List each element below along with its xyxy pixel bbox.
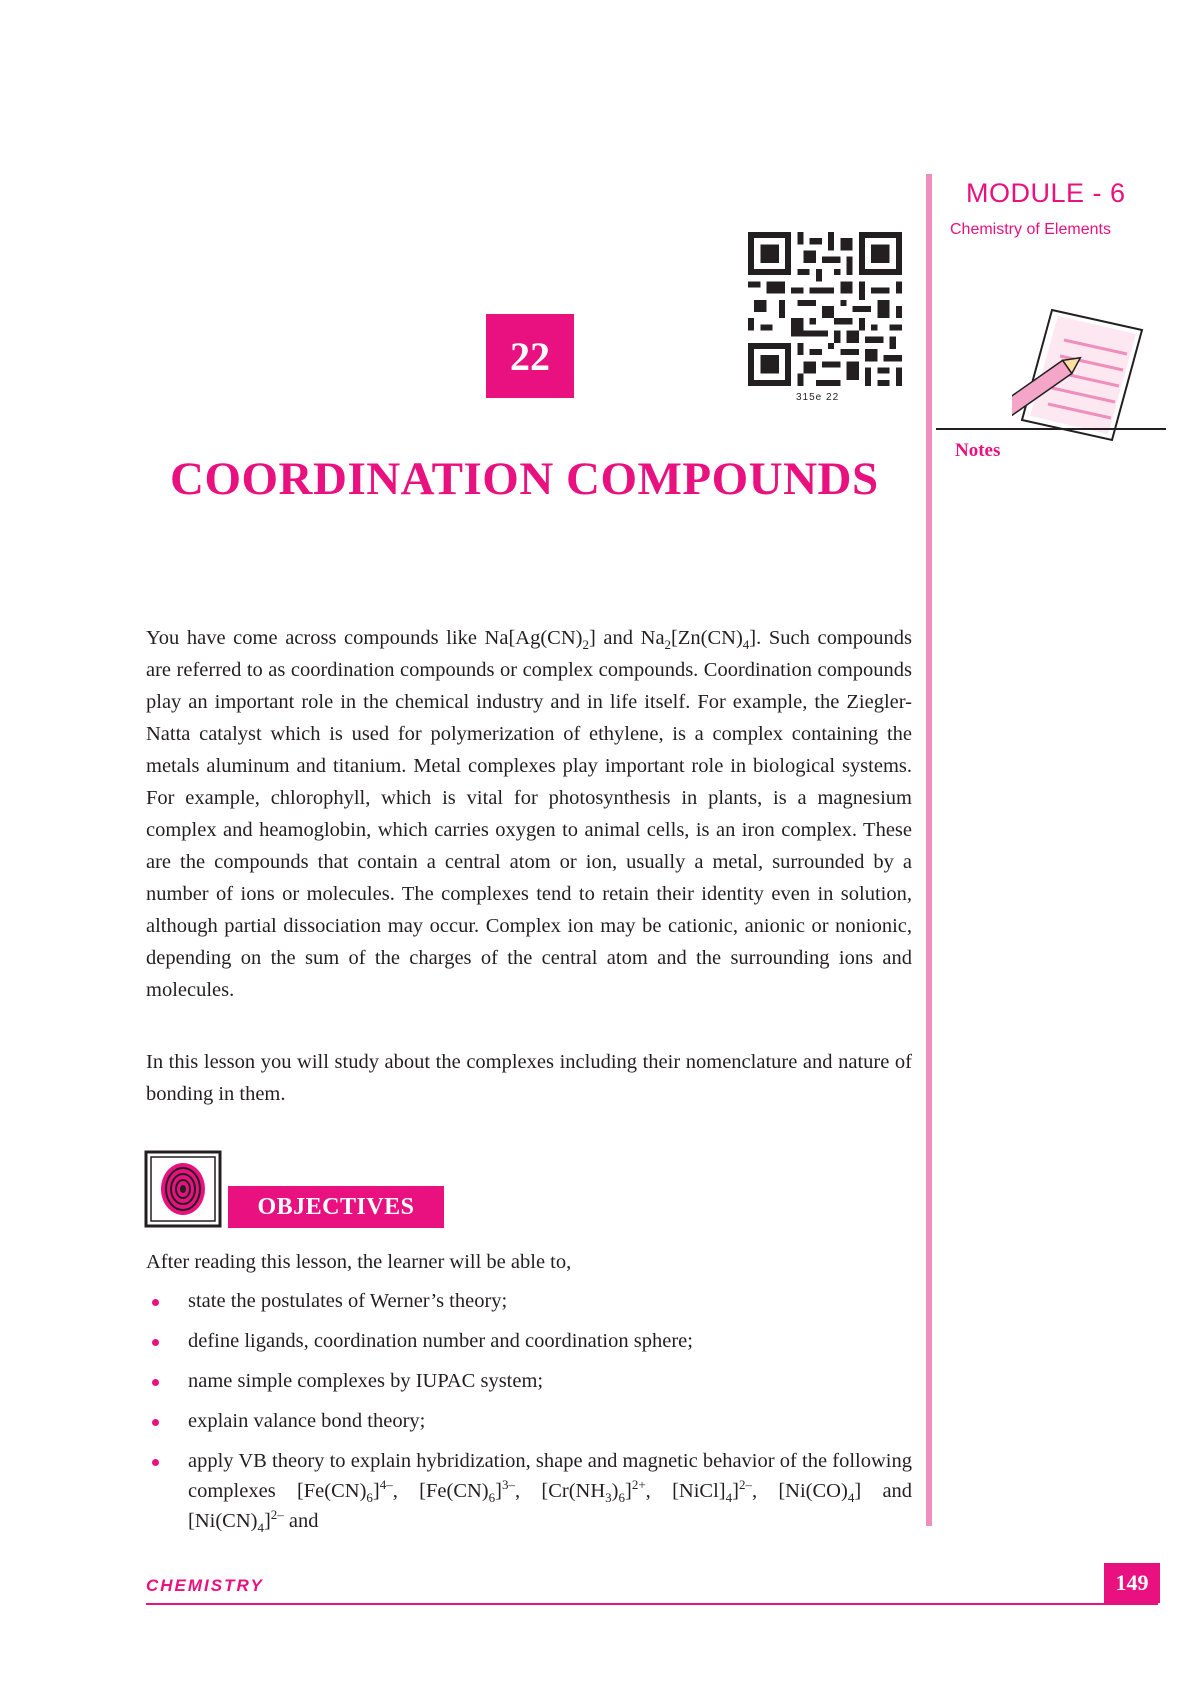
chapter-number: 22 (486, 314, 574, 398)
list-item: apply VB theory to explain hybridization, shape and magnetic behavior of the following complexes $[Fe(CN)_6]^{4-}$, $[Fe(CN)_6]^{3-}$, $[Cr(NH_3)_6]^{2+}$, $[NiCl]_4]^{2-}$, $[Ni(CO)_4]$ and $[Ni(CN)_4]^{2-}$ and (146, 1446, 912, 1536)
objectives-list (146, 1286, 912, 1546)
qr-code-icon[interactable] (748, 232, 902, 386)
module-title: MODULE - 6 (966, 178, 1126, 208)
qr-caption: 315e 22 (796, 392, 840, 403)
list-item: explain valance bond theory; (146, 1406, 912, 1436)
objectives-intro: After reading this lesson, the learner will be able to, (146, 1251, 572, 1273)
chapter-title: COORDINATION COMPOUNDS (170, 453, 879, 505)
bullet-icon (152, 1339, 159, 1346)
intro-paragraph: You have come across compounds like $Na[Ag(CN)_2]$ and $Na_2[Zn(CN)_4]$. Such compounds are referred to as coordination compounds or complex compounds. Coordination compounds play an important role in the chemical industry and in life itself. For example, the Ziegler-Natta catalyst which is used for polymerization of ethylene, is a complex containing the metals aluminum and titanium. Metal complexes play important role in biological systems. For example, chlorophyll, which is vital for photosynthesis in plants, is a magnesium complex and heamoglobin, which carries oxygen to animal cells, is an iron complex. These are the compounds that contain a central atom or ion, usually a metal, surrounded by a number of ions or molecules. The complexes tend to retain their identity even in solution, although partial dissociation may occur. Complex ion may be cationic, anionic or nonionic, depending on the sum of the charges of the central atom and the surrounding ions and molecules. (146, 627, 912, 1001)
bullet-icon (152, 1379, 159, 1386)
footer-rule (146, 1603, 1158, 1605)
module-subtitle: Chemistry of Elements (950, 221, 1111, 238)
page-number: 149 (1104, 1563, 1160, 1603)
notes-rule (936, 428, 1166, 430)
list-item: state the postulates of Werner’s theory; (146, 1286, 912, 1316)
objectives-heading: OBJECTIVES (228, 1186, 444, 1228)
list-item: define ligands, coordination number and coordination sphere; (146, 1326, 912, 1356)
formula-na-ag-cn: $Na[Ag(CN)_2]$ (484, 627, 596, 653)
footer-label: CHEMISTRY (146, 1576, 264, 1595)
notes-label: Notes (955, 440, 1001, 461)
margin-bar (926, 174, 932, 1526)
formula-na-zn-cn: $Na_2[Zn(CN)_4]$ (640, 627, 757, 653)
bullet-icon (152, 1299, 159, 1306)
lesson-paragraph: In this lesson you will study about the complexes including their nomenclature and nature of bonding in them. (146, 1051, 912, 1105)
bullet-icon (152, 1419, 159, 1426)
bullet-icon (152, 1459, 159, 1466)
target-icon (144, 1150, 222, 1228)
list-item: name simple complexes by IUPAC system; (146, 1366, 912, 1396)
